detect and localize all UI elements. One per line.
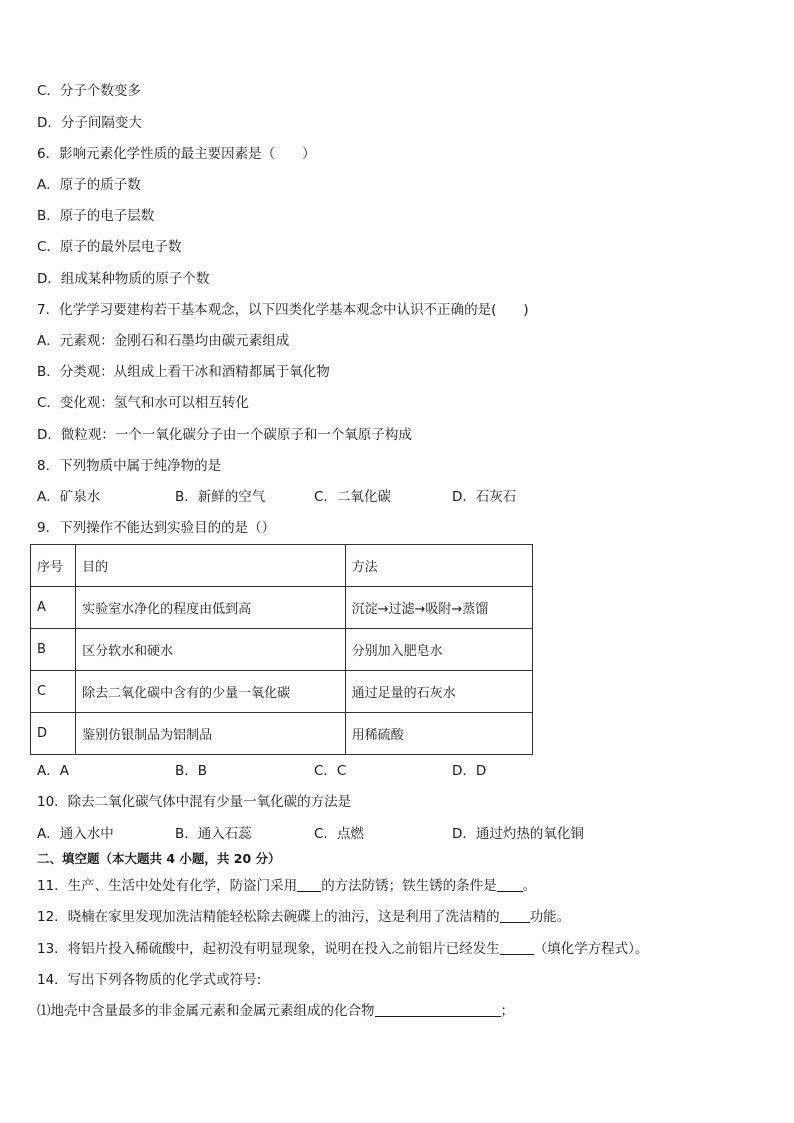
table-header-row	[31, 545, 533, 587]
q13-text-1: 13．将铝片投入稀硫酸中，起初没有明显现象，说明在投入之前铝片已经发生	[37, 941, 500, 957]
table-cell: B	[31, 629, 76, 671]
table-header-cell: 序号	[31, 545, 76, 587]
table-cell: D	[31, 713, 76, 755]
table-cell: A	[31, 587, 76, 629]
q9-table	[30, 544, 533, 755]
table-header-cell: 方法	[345, 545, 532, 587]
table-row	[31, 671, 533, 713]
q9-option-c: C．C	[314, 763, 347, 779]
q12	[37, 907, 570, 927]
table-cell: 除去二氧化碳中含有的少量一氧化碳	[76, 671, 346, 713]
q7-option-a: A．元素观：金刚石和石墨均由碳元素组成	[37, 333, 290, 349]
table-cell: 用稀硫酸	[345, 713, 532, 755]
q14-sub1	[37, 1001, 514, 1021]
q14-stem: 14．写出下列各物质的化学式或符号:	[37, 972, 262, 988]
q10-stem: 10．除去二氧化碳气体中混有少量一氧化碳的方法是	[37, 794, 352, 810]
q8-option-b: B．新鲜的空气	[175, 489, 266, 505]
section-title: 二、填空题（本大题共 4 小题，共 20 分）	[37, 851, 281, 866]
table-row	[31, 713, 533, 755]
table-cell: 通过足量的石灰水	[345, 671, 532, 713]
q10-options	[37, 824, 757, 844]
q7-option-c: C．变化观：氢气和水可以相互转化	[37, 395, 249, 411]
answer-blank[interactable]	[500, 940, 534, 955]
q13-text-2: （填化学方程式）。	[533, 941, 649, 957]
q5-option-d: D．分子间隔变大	[37, 115, 142, 131]
q5-option-c: C．分子个数变多	[37, 83, 141, 99]
table-cell: 沉淀→过滤→吸附→蒸馏	[345, 587, 532, 629]
q7-option-d: D．微粒观：一个一氧化碳分子由一个碳原子和一个氧原子构成	[37, 427, 412, 443]
table-row	[31, 587, 533, 629]
q9-option-b: B．B	[175, 763, 208, 779]
q14-sub1-text: ⑴地壳中含量最多的非金属元素和金属元素组成的化合物	[37, 1003, 375, 1019]
q9-option-d: D．D	[452, 763, 487, 779]
q9-options	[37, 761, 757, 781]
q6-stem: 6．影响元素化学性质的最主要因素是（ ）	[37, 146, 316, 162]
table-cell: C	[31, 671, 76, 713]
q10-option-c: C．点燃	[314, 826, 364, 842]
q6-option-d: D．组成某种物质的原子个数	[37, 271, 210, 287]
table-cell: 鉴别仿银制品为铝制品	[76, 713, 346, 755]
q8-options	[37, 487, 757, 507]
q11	[37, 876, 536, 896]
q12-text-1: 12．晓楠在家里发现加洗洁精能轻松除去碗碟上的油污，这是利用了洗洁精的	[37, 909, 500, 925]
q7-option-b: B．分类观：从组成上看干冰和酒精都属于氧化物	[37, 364, 330, 380]
q6-option-a: A．原子的质子数	[37, 177, 141, 193]
q6-option-c: C．原子的最外层电子数	[37, 239, 182, 255]
q11-text-2: 的方法防锈；铁生锈的条件是	[321, 878, 497, 894]
q8-stem: 8．下列物质中属于纯净物的是	[37, 458, 222, 474]
q7-stem: 7．化学学习要建构若干基本观念，以下四类化学基本观念中认识不正确的是( )	[37, 302, 529, 318]
q9-option-a: A．A	[37, 763, 69, 779]
table-cell: 分别加入肥皂水	[345, 629, 532, 671]
table-row	[31, 629, 533, 671]
answer-blank[interactable]	[500, 908, 530, 923]
answer-blank[interactable]	[375, 1002, 501, 1017]
table-cell: 实验室水净化的程度由低到高	[76, 587, 346, 629]
q8-option-c: C．二氧化碳	[314, 489, 391, 505]
q10-option-b: B．通入石蕊	[175, 826, 252, 842]
q14-sub1-end: ；	[500, 1003, 514, 1019]
q12-text-2: 功能。	[529, 909, 571, 925]
q11-text-3: 。	[522, 878, 537, 894]
q6-option-b: B．原子的电子层数	[37, 208, 155, 224]
q10-option-d: D．通过灼热的氧化铜	[452, 826, 584, 842]
q10-option-a: A．通入水中	[37, 826, 114, 842]
table-header-cell: 目的	[76, 545, 346, 587]
answer-blank[interactable]	[297, 877, 321, 892]
q13	[37, 939, 648, 959]
table-cell: 区分软水和硬水	[76, 629, 346, 671]
answer-blank[interactable]	[497, 877, 523, 892]
q8-option-a: A．矿泉水	[37, 489, 101, 505]
q11-text-1: 11．生产、生活中处处有化学，防盗门采用	[37, 878, 298, 894]
q9-stem: 9．下列操作不能达到实验目的的是（）	[37, 520, 276, 536]
q8-option-d: D．石灰石	[452, 489, 517, 505]
